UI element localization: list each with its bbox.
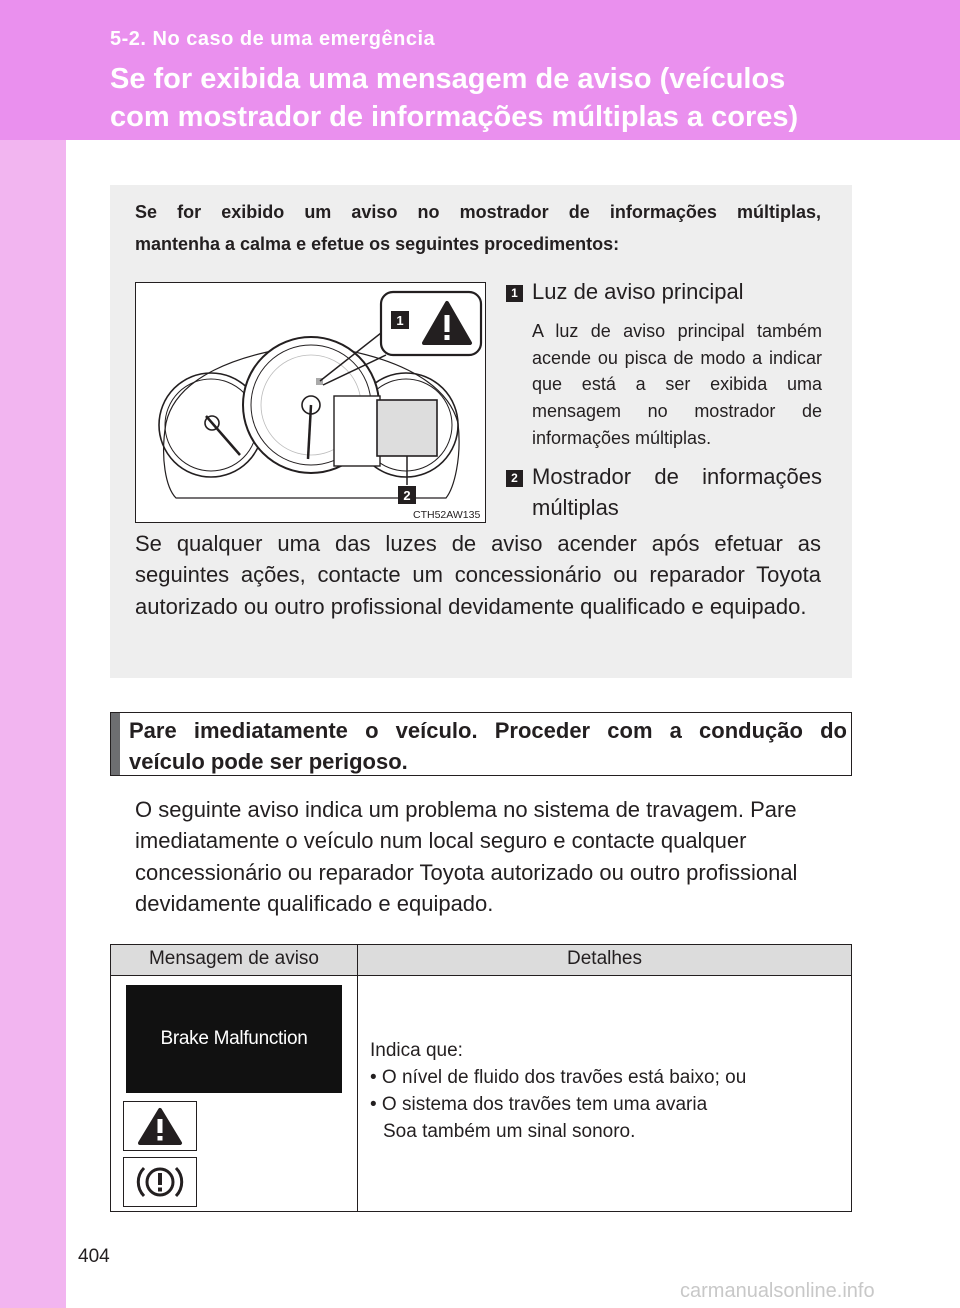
details-line: • O nível de fluido dos travões está baixo; ou bbox=[370, 1067, 747, 1088]
brake-warning-icon bbox=[123, 1157, 197, 1207]
page-number: 404 bbox=[78, 1246, 110, 1267]
legend-number: 2 bbox=[506, 470, 523, 487]
details-line: Soa também um sinal sonoro. bbox=[383, 1121, 636, 1142]
legend-number: 1 bbox=[506, 285, 523, 302]
caution-bar bbox=[111, 713, 120, 775]
details-line: Indica que: bbox=[370, 1040, 463, 1061]
legend-title: Mostrador de informações bbox=[532, 464, 822, 489]
warning-details bbox=[370, 1037, 840, 1145]
info-paragraph: Se qualquer uma das luzes de aviso acender após efetuar as seguintes ações, contacte um concessionário ou reparador Toyota autorizado ou outro profissional devidamente qualificado e equipado. bbox=[135, 531, 821, 619]
caution-box bbox=[110, 712, 852, 776]
warning-table bbox=[110, 944, 852, 1212]
legend-title: múltiplas bbox=[532, 495, 619, 520]
figure-code: CTH52AW135 bbox=[413, 509, 481, 521]
cluster-illustration bbox=[136, 283, 485, 522]
watermark: carmanualsonline.info bbox=[680, 1280, 875, 1302]
chapter-header bbox=[0, 0, 960, 140]
page-title-line: Se for exibida uma mensagem de aviso (veículos bbox=[110, 63, 786, 95]
legend-title: Luz de aviso principal bbox=[532, 279, 744, 304]
cluster-multi-display bbox=[377, 400, 437, 456]
column-divider bbox=[357, 976, 358, 1211]
table-header-details: Detalhes bbox=[358, 945, 851, 976]
intro-line: Se for exibido um aviso no mostrador de informações múltiplas, bbox=[135, 202, 821, 222]
page-title-line: com mostrador de informações múltiplas a cores) bbox=[110, 101, 799, 133]
legend-description: A luz de aviso principal também acende ou pisca de modo a indicar que está a ser exibida uma mensagem no mostrador de informações múltiplas. bbox=[532, 321, 822, 448]
instrument-cluster-figure bbox=[135, 282, 486, 523]
section-label: 5-2. No caso de uma emergência bbox=[110, 28, 436, 50]
callout-1-number: 1 bbox=[396, 313, 404, 328]
brake-warning-paragraph: O seguinte aviso indica um problema no sistema de travagem. Pare imediatamente o veículo num local seguro e contacte qualquer concessionário ou reparador Toyota autorizado ou outro profissional devidamente qualificado e equipado. bbox=[135, 797, 798, 916]
side-strip bbox=[0, 140, 66, 1308]
page-title bbox=[110, 60, 910, 136]
callout-2-number: 2 bbox=[403, 488, 411, 503]
master-warning-icon bbox=[123, 1101, 197, 1151]
caution-line: Pare imediatamente o veículo. Proceder com a condução do bbox=[129, 718, 847, 743]
legend-item-1 bbox=[506, 276, 822, 310]
details-line: • O sistema dos travões tem uma avaria bbox=[370, 1094, 708, 1115]
legend-item-2 bbox=[506, 461, 822, 525]
intro-text bbox=[135, 196, 821, 260]
warning-message-display: Brake Malfunction bbox=[126, 985, 342, 1093]
table-header-message: Mensagem de aviso bbox=[111, 945, 358, 976]
intro-line: mantenha a calma e efetue os seguintes procedimentos: bbox=[135, 234, 620, 254]
caution-line: veículo pode ser perigoso. bbox=[129, 749, 408, 774]
caution-text bbox=[129, 715, 847, 777]
